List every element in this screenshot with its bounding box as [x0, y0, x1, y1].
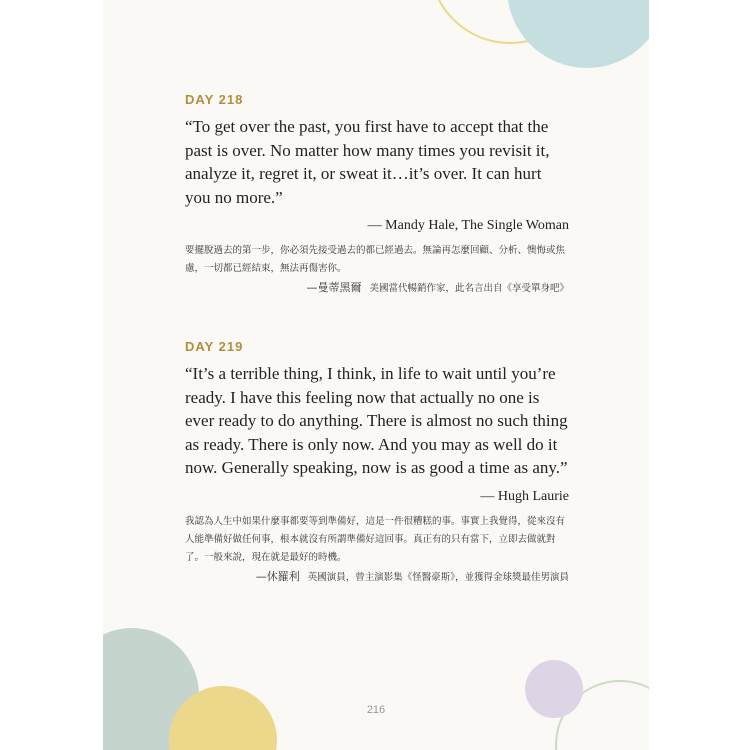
- chinese-author-name: —休羅利: [255, 569, 300, 583]
- decorative-circle-teal: [507, 0, 649, 68]
- chinese-translation: 我認為人生中如果什麼事都要等到準備好，這是一件很糟糕的事。事實上我覺得，從來沒有人能準備好做任何事，根本就沒有所謂準備好這回事。真正有的只有當下，立即去做就對了。一般來說，現在就是最好的時機。: [185, 515, 566, 563]
- chinese-author-line: [185, 569, 569, 586]
- quote-text: “It’s a terrible thing, I think, in life to wait until you’re ready. I have this feeling now that actually no one is ever ready to do anything. There is almost no such thing as ready. There is only now. And you may as well do it now. Generally speaking, now is as good a time as any.”: [185, 364, 568, 477]
- book-page: [103, 0, 649, 750]
- chinese-author-line: [185, 280, 569, 297]
- day-label: DAY 219: [185, 339, 244, 354]
- quote-author: — Hugh Laurie: [480, 488, 569, 504]
- page-number: 216: [366, 704, 386, 716]
- chinese-author-name: —曼蒂黑爾: [306, 281, 362, 294]
- entry-day-218: [185, 91, 569, 297]
- day-label: DAY 218: [185, 92, 244, 107]
- quote-text: “To get over the past, you first have to accept that the past is over. No matter how many times you revisit it, analyze it, regret it, or sweat it…it’s over. It can hurt you no more.”: [185, 117, 550, 207]
- chinese-translation: 要擺脫過去的第一步，你必須先接受過去的都已經過去。無論再怎麼回顧、分析、懊悔或焦慮，一切都已經結束，無法再傷害你。: [185, 245, 566, 274]
- quote-author: — Mandy Hale, The Single Woman: [367, 218, 569, 233]
- entry-day-219: [185, 338, 569, 586]
- chinese-author-note: 美國當代暢銷作家，此名言出自《享受單身吧》: [369, 283, 569, 294]
- chinese-author-note: 英國演員，曾主演影集《怪醫豪斯》，並獲得金球獎最佳男演員: [307, 571, 569, 583]
